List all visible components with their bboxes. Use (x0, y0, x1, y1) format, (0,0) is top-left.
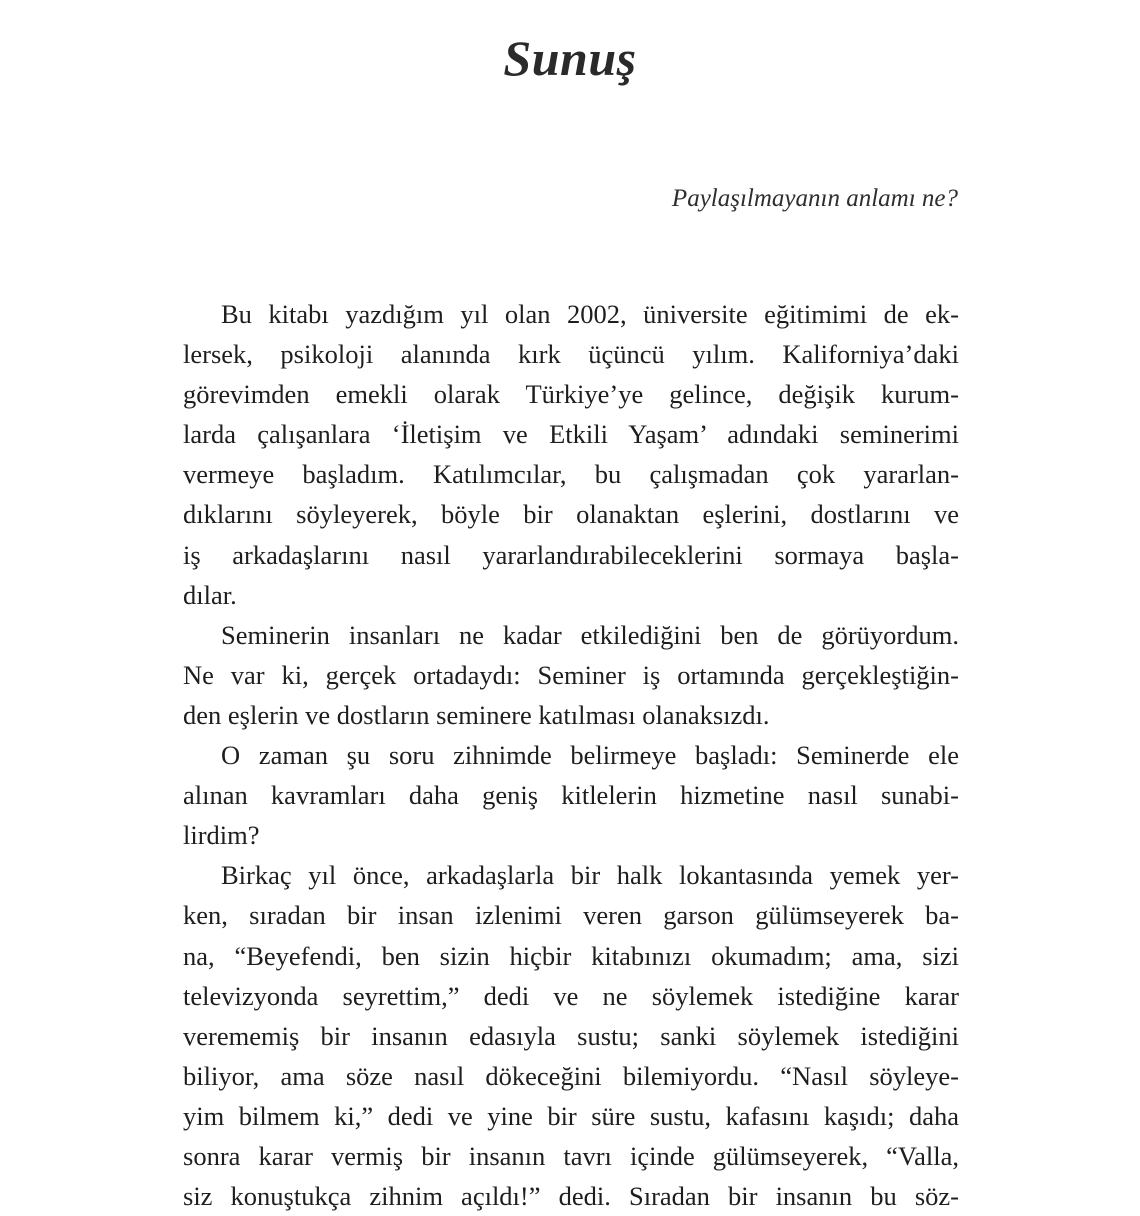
text-line: yim bilmem ki,” dedi ve yine bir süre sustu, kafasını kaşıdı; daha (183, 1100, 959, 1131)
text-line: biliyor, ama söze nasıl dökeceğini bilemiyordu. “Nasıl söyleye- (183, 1060, 959, 1091)
text-line: sonra karar vermiş bir insanın tavrı içinde gülümseyerek, “Valla, (183, 1140, 959, 1171)
text-line: den eşlerin ve dostların seminere katılması olanaksızdı. (183, 699, 770, 730)
text-line: ken, sıradan bir insan izlenimi veren garson gülümseyerek ba- (183, 900, 959, 931)
text-line: dıklarını söyleyerek, böyle bir olanaktan eşlerini, dostlarını ve (183, 499, 959, 530)
text-line: na, “Beyefendi, ben sizin hiçbir kitabınızı okumadım; ama, sizi (183, 940, 959, 971)
paragraph-1 (183, 294, 959, 615)
text-line: alınan kavramları daha geniş kitlelerin hizmetine nasıl sunabi- (183, 780, 959, 811)
body-text (183, 294, 959, 1216)
paragraph-3 (183, 735, 959, 855)
text-line: Birkaç yıl önce, arkadaşlarla bir halk lokantasında yemek yer- (221, 860, 959, 891)
text-line: lirdim? (183, 820, 260, 851)
paragraph-2 (183, 615, 959, 735)
epigraph: Paylaşılmayanın anlamı ne? (671, 185, 958, 212)
text-line: siz konuştukça zihnim açıldı!” dedi. Sıradan bir insanın bu söz- (183, 1181, 959, 1212)
text-line: vermeye başladım. Katılımcılar, bu çalışmadan çok yararlan- (183, 459, 959, 490)
text-line: verememiş bir insanın edasıyla sustu; sanki söylemek istediğini (183, 1020, 959, 1051)
text-line: Seminerin insanları ne kadar etkilediğini ben de görüyordum. (221, 619, 959, 650)
text-line: lersek, psikoloji alanında kırk üçüncü yılım. Kaliforniya’daki (183, 339, 959, 370)
text-line: dılar. (183, 579, 237, 610)
chapter-title: Sunuş (503, 29, 637, 86)
text-line: Ne var ki, gerçek ortadaydı: Seminer iş ortamında gerçekleştiğin- (183, 659, 959, 690)
text-line: larda çalışanlara ‘İletişim ve Etkili Yaşam’ adındaki seminerimi (183, 419, 959, 450)
text-line: O zaman şu soru zihnimde belirmeye başladı: Seminerde ele (221, 740, 959, 771)
text-line: iş arkadaşlarını nasıl yararlandırabileceklerini sormaya başla- (183, 539, 959, 570)
paragraph-4 (183, 855, 959, 1216)
text-line: televizyonda seyrettim,” dedi ve ne söylemek istediğine karar (183, 980, 959, 1011)
text-line: görevimden emekli olarak Türkiye’ye gelince, değişik kurum- (183, 379, 959, 410)
text-line: Bu kitabı yazdığım yıl olan 2002, üniversite eğitimimi de ek- (221, 299, 959, 329)
